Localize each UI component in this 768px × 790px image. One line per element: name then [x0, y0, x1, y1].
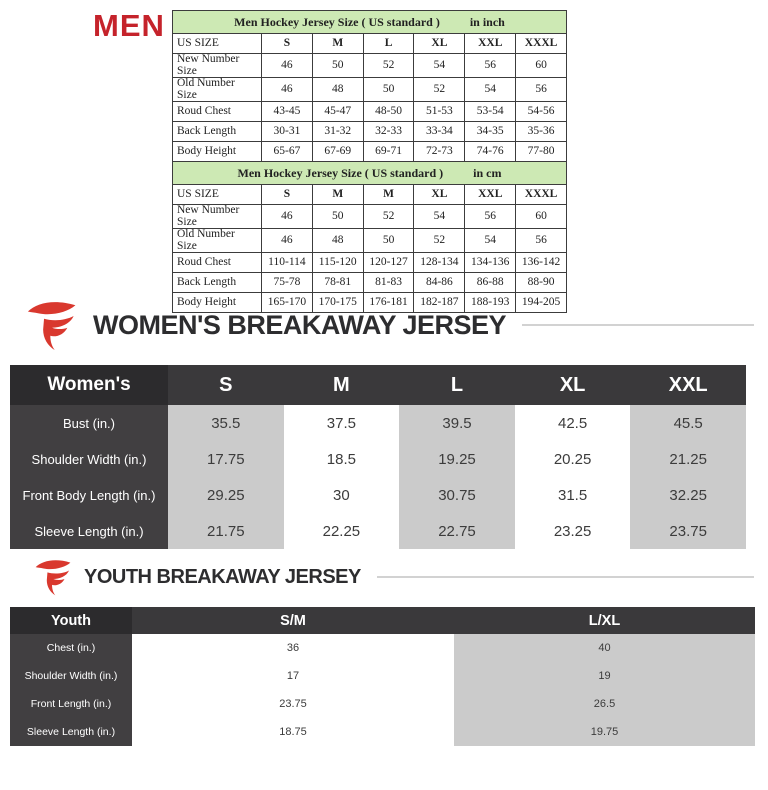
table-row: [173, 205, 567, 229]
value-cell: 84-86: [414, 273, 465, 293]
value-cell: 36: [132, 634, 454, 662]
table-row: [173, 102, 567, 122]
men-table-header-row: [173, 11, 567, 34]
men-section-title: MEN: [93, 8, 165, 43]
value-cell: 23.25: [515, 513, 631, 549]
men-table-header-text: Men Hockey Jersey Size ( US standard ): [237, 166, 444, 180]
value-cell: 54: [414, 205, 465, 229]
table-row: [173, 54, 567, 78]
value-cell: 72-73: [414, 142, 465, 162]
value-cell: 23.75: [132, 690, 454, 718]
row-label: Sleeve Length (in.): [10, 513, 168, 549]
value-cell: 120-127: [363, 253, 414, 273]
value-cell: 51-53: [414, 102, 465, 122]
row-label: Back Length: [173, 122, 262, 142]
value-cell: 30: [284, 477, 400, 513]
table-row: [173, 122, 567, 142]
value-cell: 21.75: [168, 513, 284, 549]
value-cell: 39.5: [399, 405, 515, 441]
value-cell: 30.75: [399, 477, 515, 513]
size-cell: M: [312, 185, 363, 205]
men-table-unit-text: in cm: [473, 166, 502, 180]
size-cell: XXL: [465, 185, 516, 205]
value-cell: 42.5: [515, 405, 631, 441]
value-cell: 18.5: [284, 441, 400, 477]
men-table-header-text: Men Hockey Jersey Size ( US standard ): [234, 15, 440, 29]
value-cell: 88-90: [516, 273, 567, 293]
fanatics-logo-icon: [34, 558, 74, 596]
value-cell: 56: [516, 78, 567, 102]
value-cell: 23.75: [630, 513, 746, 549]
men-size-row: [173, 185, 567, 205]
value-cell: 19.75: [454, 718, 755, 746]
value-cell: 29.25: [168, 477, 284, 513]
row-label: Bust (in.): [10, 405, 168, 441]
row-label: Roud Chest: [173, 102, 262, 122]
value-cell: 75-78: [262, 273, 313, 293]
value-cell: 65-67: [262, 142, 313, 162]
row-label: Back Length: [173, 273, 262, 293]
value-cell: 48: [312, 229, 363, 253]
youth-section-header: [34, 556, 754, 598]
value-cell: 46: [262, 54, 313, 78]
men-size-table: [172, 10, 567, 313]
value-cell: 48: [312, 78, 363, 102]
value-cell: 60: [516, 54, 567, 78]
value-cell: 60: [516, 205, 567, 229]
row-label: New Number Size: [173, 205, 262, 229]
corner-header-cell: Youth: [10, 607, 132, 634]
row-label: Body Height: [173, 142, 262, 162]
value-cell: 33-34: [414, 122, 465, 142]
value-cell: 18.75: [132, 718, 454, 746]
size-cell: S: [262, 185, 313, 205]
value-cell: 35.5: [168, 405, 284, 441]
value-cell: 81-83: [363, 273, 414, 293]
value-cell: 46: [262, 78, 313, 102]
youth-title-divider: [377, 576, 754, 578]
men-table-unit-text: in inch: [469, 15, 505, 29]
value-cell: 50: [312, 205, 363, 229]
row-label: Shoulder Width (in.): [10, 441, 168, 477]
value-cell: 26.5: [454, 690, 755, 718]
row-label: US SIZE: [173, 34, 262, 54]
value-cell: 35-36: [516, 122, 567, 142]
row-label: Sleeve Length (in.): [10, 718, 132, 746]
size-cell: XXXL: [516, 34, 567, 54]
value-cell: 54: [465, 78, 516, 102]
value-cell: 43-45: [262, 102, 313, 122]
value-cell: 110-114: [262, 253, 313, 273]
size-cell: L: [363, 34, 414, 54]
value-cell: 52: [363, 205, 414, 229]
value-cell: 134-136: [465, 253, 516, 273]
column-header-cell: S: [168, 365, 284, 405]
size-cell: XXL: [465, 34, 516, 54]
corner-header-cell: Women's: [10, 365, 168, 405]
womens-section-title: WOMEN'S BREAKAWAY JERSEY: [93, 309, 507, 340]
value-cell: 194-205: [516, 293, 567, 313]
value-cell: 34-35: [465, 122, 516, 142]
value-cell: 188-193: [465, 293, 516, 313]
row-label: Front Length (in.): [10, 690, 132, 718]
men-table-header-cell: [173, 162, 567, 185]
value-cell: 32.25: [630, 477, 746, 513]
value-cell: 115-120: [312, 253, 363, 273]
men-size-row: [173, 34, 567, 54]
row-label: Front Body Length (in.): [10, 477, 168, 513]
value-cell: 48-50: [363, 102, 414, 122]
youth-size-table: [10, 607, 755, 746]
value-cell: 136-142: [516, 253, 567, 273]
value-cell: 54-56: [516, 102, 567, 122]
womens-title-divider: [522, 324, 754, 326]
row-label: Roud Chest: [173, 253, 262, 273]
column-header-cell: S/M: [132, 607, 454, 634]
table-row: [173, 253, 567, 273]
row-label: Shoulder Width (in.): [10, 662, 132, 690]
table-row: [173, 78, 567, 102]
value-cell: 56: [516, 229, 567, 253]
value-cell: 37.5: [284, 405, 400, 441]
value-cell: 17: [132, 662, 454, 690]
size-cell: M: [363, 185, 414, 205]
row-label: New Number Size: [173, 54, 262, 78]
size-cell: XXXL: [516, 185, 567, 205]
value-cell: 20.25: [515, 441, 631, 477]
value-cell: 19.25: [399, 441, 515, 477]
value-cell: 52: [363, 54, 414, 78]
value-cell: 31-32: [312, 122, 363, 142]
value-cell: 77-80: [516, 142, 567, 162]
value-cell: 54: [414, 54, 465, 78]
womens-size-table: [10, 365, 746, 549]
row-label: Old Number Size: [173, 229, 262, 253]
value-cell: 165-170: [262, 293, 313, 313]
men-table-header-cell: [173, 11, 567, 34]
value-cell: 22.25: [284, 513, 400, 549]
value-cell: 176-181: [363, 293, 414, 313]
value-cell: 52: [414, 229, 465, 253]
value-cell: 74-76: [465, 142, 516, 162]
value-cell: 40: [454, 634, 755, 662]
column-header-cell: M: [284, 365, 400, 405]
value-cell: 30-31: [262, 122, 313, 142]
size-cell: M: [312, 34, 363, 54]
value-cell: 54: [465, 229, 516, 253]
value-cell: 31.5: [515, 477, 631, 513]
row-label: Body Height: [173, 293, 262, 313]
value-cell: 45-47: [312, 102, 363, 122]
value-cell: 56: [465, 54, 516, 78]
womens-section-header: [26, 296, 754, 354]
size-cell: XL: [414, 34, 465, 54]
value-cell: 50: [363, 78, 414, 102]
value-cell: 22.75: [399, 513, 515, 549]
table-row: [173, 142, 567, 162]
value-cell: 170-175: [312, 293, 363, 313]
row-label: Old Number Size: [173, 78, 262, 102]
value-cell: 21.25: [630, 441, 746, 477]
value-cell: 86-88: [465, 273, 516, 293]
youth-section-title: YOUTH BREAKAWAY JERSEY: [84, 565, 361, 588]
value-cell: 50: [312, 54, 363, 78]
value-cell: 182-187: [414, 293, 465, 313]
size-cell: XL: [414, 185, 465, 205]
table-row: [173, 273, 567, 293]
value-cell: 32-33: [363, 122, 414, 142]
value-cell: 46: [262, 229, 313, 253]
value-cell: 69-71: [363, 142, 414, 162]
row-label: Chest (in.): [10, 634, 132, 662]
size-cell: S: [262, 34, 313, 54]
column-header-cell: XL: [515, 365, 631, 405]
value-cell: 56: [465, 205, 516, 229]
fanatics-logo-icon: [26, 299, 80, 351]
value-cell: 53-54: [465, 102, 516, 122]
men-size-table-wrap: [172, 10, 567, 313]
row-label: US SIZE: [173, 185, 262, 205]
men-table-header-row: [173, 162, 567, 185]
value-cell: 45.5: [630, 405, 746, 441]
column-header-cell: XXL: [630, 365, 746, 405]
men-size-table-body: [173, 11, 567, 313]
value-cell: 52: [414, 78, 465, 102]
column-header-cell: L: [399, 365, 515, 405]
value-cell: 19: [454, 662, 755, 690]
value-cell: 46: [262, 205, 313, 229]
value-cell: 128-134: [414, 253, 465, 273]
value-cell: 67-69: [312, 142, 363, 162]
value-cell: 78-81: [312, 273, 363, 293]
value-cell: 17.75: [168, 441, 284, 477]
column-header-cell: L/XL: [454, 607, 755, 634]
table-row: [173, 229, 567, 253]
value-cell: 50: [363, 229, 414, 253]
